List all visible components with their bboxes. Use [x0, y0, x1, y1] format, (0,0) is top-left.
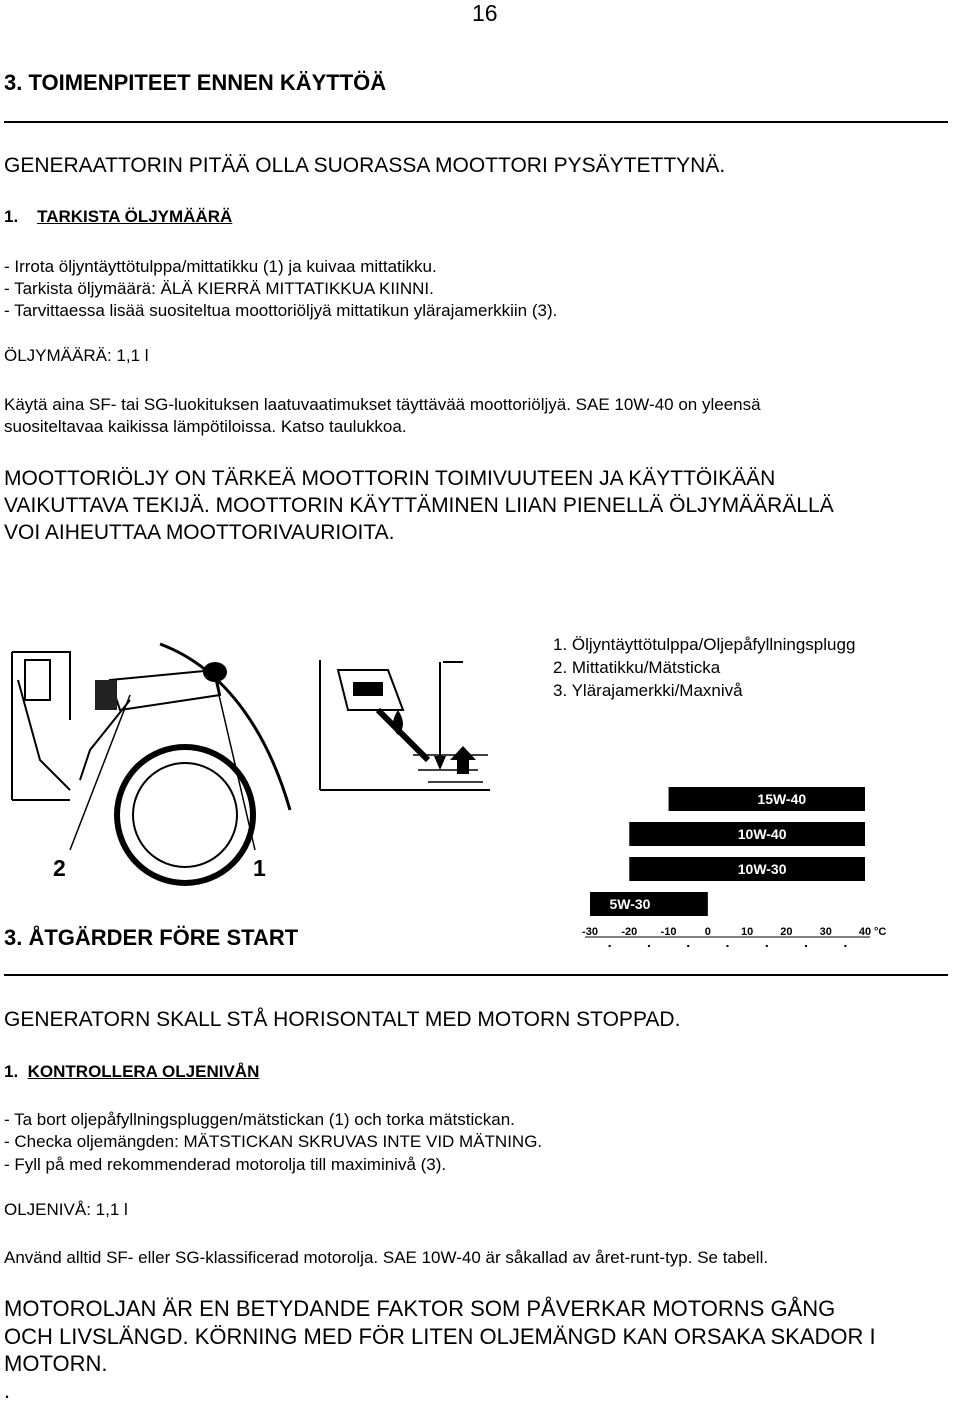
section-title-sv: 3. ÅTGÄRDER FÖRE START: [4, 925, 299, 950]
x-unit-label: °C: [874, 926, 887, 938]
step-number-sv: 1.: [4, 1062, 19, 1081]
warning-fi-2: VAIKUTTAVA TEKIJÄ. MOOTTORIN KÄYTTÄMINEN LIIAN PIENELLÄ ÖLJYMÄÄRÄLLÄ: [4, 494, 834, 517]
warning-fi-3: VOI AIHEUTTAA MOOTTORIVAURIOITA.: [4, 521, 395, 544]
x-minor-tick: [687, 945, 689, 947]
x-minor-tick: [844, 945, 846, 947]
x-minor-tick: [648, 945, 650, 947]
frame-edge: [12, 652, 70, 720]
legend-item-1: 1. Öljyntäyttötulppa/Oljepåfyllningsplugg: [553, 635, 856, 654]
usage-fi-1: Käytä aina SF- tai SG-luokituksen laatuvaatimukset täyttävää moottoriöljyä. SAE 10W-40 on yleensä: [4, 395, 761, 414]
page-number: 16: [472, 0, 498, 26]
dipstick-illustration: [318, 650, 503, 795]
instruction-fi-1: - Irrota öljyntäyttötulppa/mittatikku (1) ja kuivaa mittatikku.: [4, 257, 437, 276]
legend-item-3: 3. Ylärajamerkki/Maxnivå: [553, 681, 743, 700]
legend-item-2: 2. Mittatikku/Mätsticka: [553, 658, 721, 677]
divider-sv: [4, 974, 948, 976]
viscosity-bar-label: 10W-30: [737, 861, 787, 877]
engine-block: [25, 660, 50, 700]
x-tick-label: -10: [660, 926, 677, 938]
divider-fi: [4, 121, 948, 123]
trailing-dot: .: [4, 1378, 11, 1403]
x-tick-label: 30: [819, 926, 832, 938]
level-arrow-head: [434, 756, 446, 770]
step-heading-sv: [4, 1062, 259, 1082]
dipstick-rod: [378, 710, 428, 760]
viscosity-chart: [575, 775, 905, 960]
x-tick-label: 40: [858, 926, 872, 938]
wheel: [117, 747, 253, 883]
oil-amount-sv: OLJENIVÅ: 1,1 l: [4, 1200, 128, 1219]
callout-2: 2: [53, 855, 66, 881]
step-title-sv: KONTROLLERA OLJENIVÅN: [27, 1062, 260, 1081]
viscosity-bar-label: 15W-40: [757, 791, 807, 807]
warning-sv-2: OCH LIVSLÄNGD. KÖRNING MED FÖR LITEN OLJEMÄNGD KAN ORSAKA SKADOR I: [4, 1324, 876, 1349]
instruction-fi-2: - Tarkista öljymäärä: ÄLÄ KIERRÄ MITTATIKKUA KIINNI.: [4, 279, 434, 298]
usage-fi-2: suositeltavaa kaikissa lämpötiloissa. Katso taulukkoa.: [4, 417, 407, 436]
warning-sv-3: MOTORN.: [4, 1351, 108, 1376]
instruction-sv-3: - Fyll på med rekommenderad motorolja till maximinivå (3).: [4, 1155, 447, 1174]
warning-fi-1: MOOTTORIÖLJY ON TÄRKEÄ MOOTTORIN TOIMIVUUTEEN JA KÄYTTÖIKÄÄN: [4, 467, 776, 490]
step-heading-fi: [4, 207, 232, 227]
viscosity-bar-label: 10W-40: [737, 826, 787, 842]
x-minor-tick: [805, 945, 807, 947]
warning-sv-1: MOTOROLJAN ÄR EN BETYDANDE FAKTOR SOM PÅVERKAR MOTORNS GÅNG: [4, 1296, 836, 1321]
callout-1: 1: [253, 855, 266, 881]
x-tick-label: -30: [582, 926, 598, 938]
usage-sv: Använd alltid SF- eller SG-klassificerad motorolja. SAE 10W-40 är såkallad av året-runt-typ. Se tabell.: [4, 1248, 769, 1267]
instruction-sv-2: - Checka oljemängden: MÄTSTICKAN SKRUVAS INTE VID MÄTNING.: [4, 1132, 543, 1151]
step-number-fi: 1.: [4, 207, 19, 226]
x-minor-tick: [727, 945, 729, 947]
notice-fi: GENERAATTORIN PITÄÄ OLLA SUORASSA MOOTTORI PYSÄYTETTYNÄ.: [4, 154, 726, 177]
instruction-sv-1: - Ta bort oljepåfyllningspluggen/mätstickan (1) och torka mätstickan.: [4, 1110, 515, 1129]
oil-amount-fi: ÖLJYMÄÄRÄ: 1,1 l: [4, 346, 149, 365]
x-minor-tick: [609, 945, 611, 947]
can-label: [353, 682, 383, 696]
x-tick-label: 0: [704, 926, 711, 938]
x-tick-label: 10: [741, 926, 754, 938]
section-title-fi: 3. TOIMENPITEET ENNEN KÄYTTÖÄ: [4, 70, 387, 95]
x-tick-label: -20: [621, 926, 638, 938]
control-box: [95, 680, 117, 710]
wheel-rim: [133, 763, 237, 867]
oil-wave: [418, 770, 483, 782]
x-tick-label: 20: [780, 926, 793, 938]
notice-sv: GENERATORN SKALL STÅ HORISONTALT MED MOTORN STOPPAD.: [4, 1008, 681, 1031]
step-title-fi: TARKISTA ÖLJYMÄÄRÄ: [37, 207, 233, 226]
oil-filler-cap: [203, 662, 227, 682]
x-minor-tick: [766, 945, 768, 947]
viscosity-bar-label: 5W-30: [609, 896, 651, 912]
callout-line-1: [215, 678, 255, 850]
instruction-fi-3: - Tarvittaessa lisää suositeltua moottoriöljyä mittatikun ylärajamerkkiin (3).: [4, 301, 558, 320]
hose: [80, 700, 130, 780]
